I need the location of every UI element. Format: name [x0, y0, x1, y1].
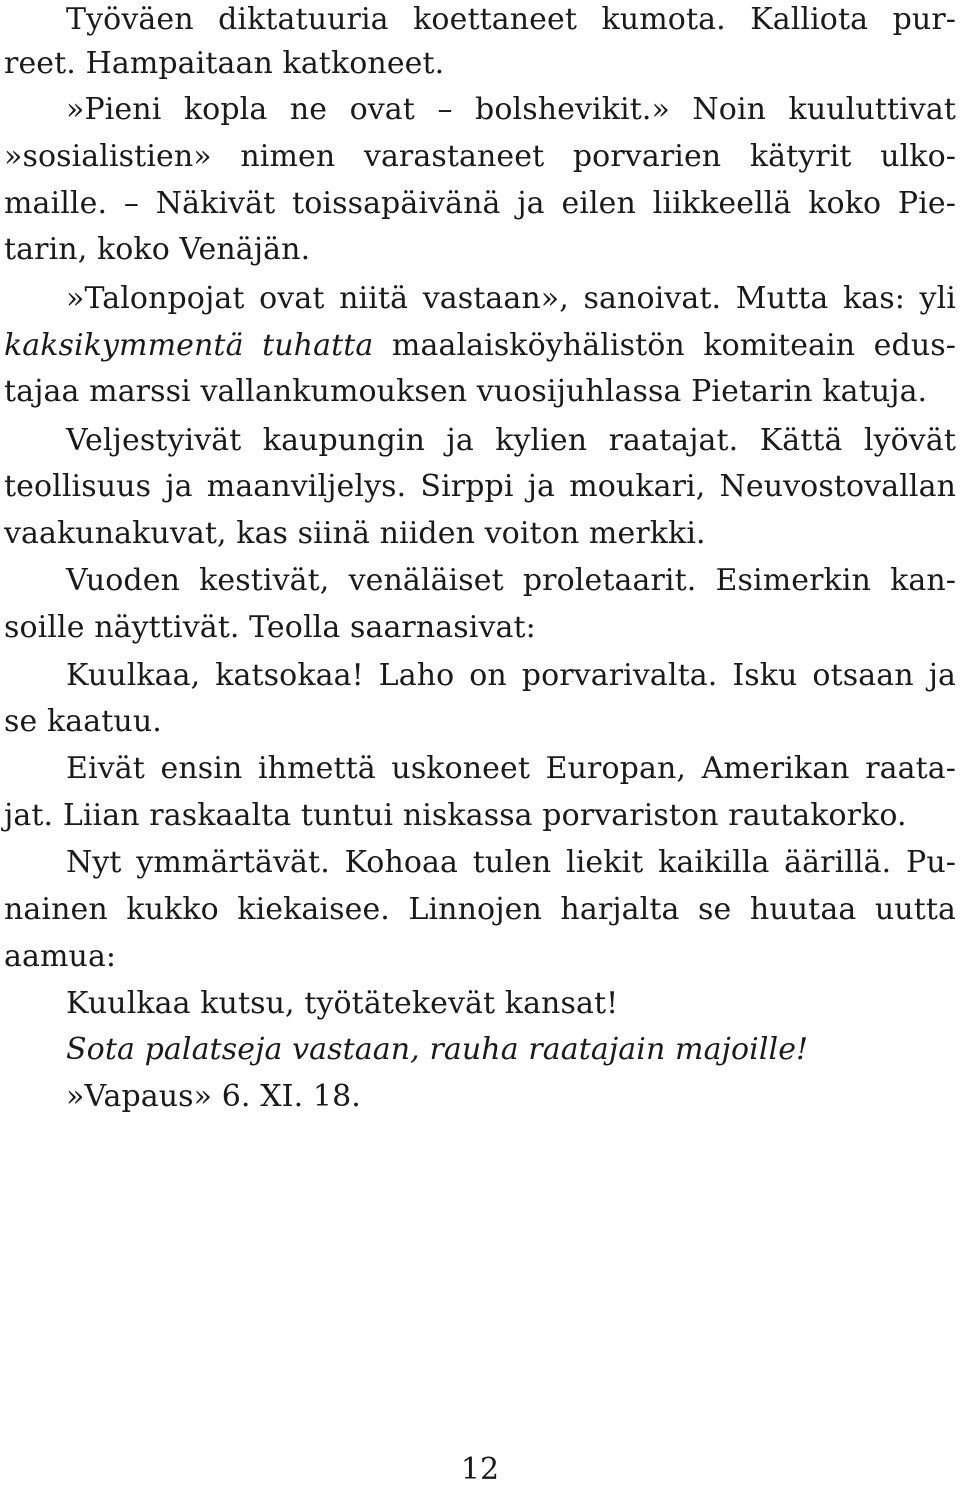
text-line: Veljestyivät kaupungin ja kylien raatajat. Kättä lyövät: [66, 423, 956, 458]
text-line: Vuoden kestivät, venäläiset proletaarit. Esimerkin kan-: [66, 563, 956, 598]
text-line: maille. – Näkivät toissapäivänä ja eilen liikkeellä koko Pie-: [4, 186, 956, 221]
page-number: 12: [460, 1452, 500, 1487]
text-line: Eivät ensin ihmettä uskoneet Europan, Amerikan raata-: [66, 751, 956, 786]
text-line: Kuulkaa, katsokaa! Laho on porvarivalta. Isku otsaan ja: [66, 658, 956, 693]
text-line: »Talonpojat ovat niitä vastaan», sanoivat. Mutta kas: yli: [66, 281, 956, 316]
text-line: Nyt ymmärtävät. Kohoaa tulen liekit kaikilla äärillä. Pu-: [66, 845, 956, 880]
text-line: nainen kukko kiekaisee. Linnojen harjalta se huutaa uutta: [4, 892, 956, 927]
italic-phrase: kaksikymmentä tuhatta: [4, 328, 374, 363]
text-line: aamua:: [4, 939, 117, 974]
text-line: teollisuus ja maanviljelys. Sirppi ja moukari, Neuvostovallan: [4, 469, 956, 504]
italic-line: Sota palatseja vastaan, rauha raatajain majoille!: [66, 1032, 809, 1067]
text-line: »Pieni kopla ne ovat – bolshevikit.» Noin kuuluttivat: [66, 92, 956, 127]
text-line: »Vapaus» 6. XI. 18.: [66, 1079, 361, 1114]
text-line: »sosialistien» nimen varastaneet porvarien kätyrit ulko-: [4, 139, 956, 174]
text-line: [4, 326, 956, 366]
text-line: jat. Liian raskaalta tuntui niskassa porvariston rautakorko.: [4, 798, 907, 833]
text-line: vaakunakuvat, kas siinä niiden voiton merkki.: [4, 516, 706, 551]
text-line: tarin, koko Venäjän.: [4, 232, 311, 267]
text-line: Työväen diktatuuria koettaneet kumota. Kalliota pur-: [66, 2, 956, 37]
text-line: reet. Hampaitaan katkoneet.: [4, 46, 445, 81]
text-line: [66, 1030, 956, 1070]
text-line: se kaatuu.: [4, 704, 162, 739]
line-rest: maalaisköyhälistön komiteain edus-: [373, 328, 956, 363]
text-line: tajaa marssi vallankumouksen vuosijuhlassa Pietarin katuja.: [4, 374, 928, 409]
text-line: soille näyttivät. Teolla saarnasivat:: [4, 610, 536, 645]
text-line: Kuulkaa kutsu, työtätekevät kansat!: [66, 986, 619, 1021]
